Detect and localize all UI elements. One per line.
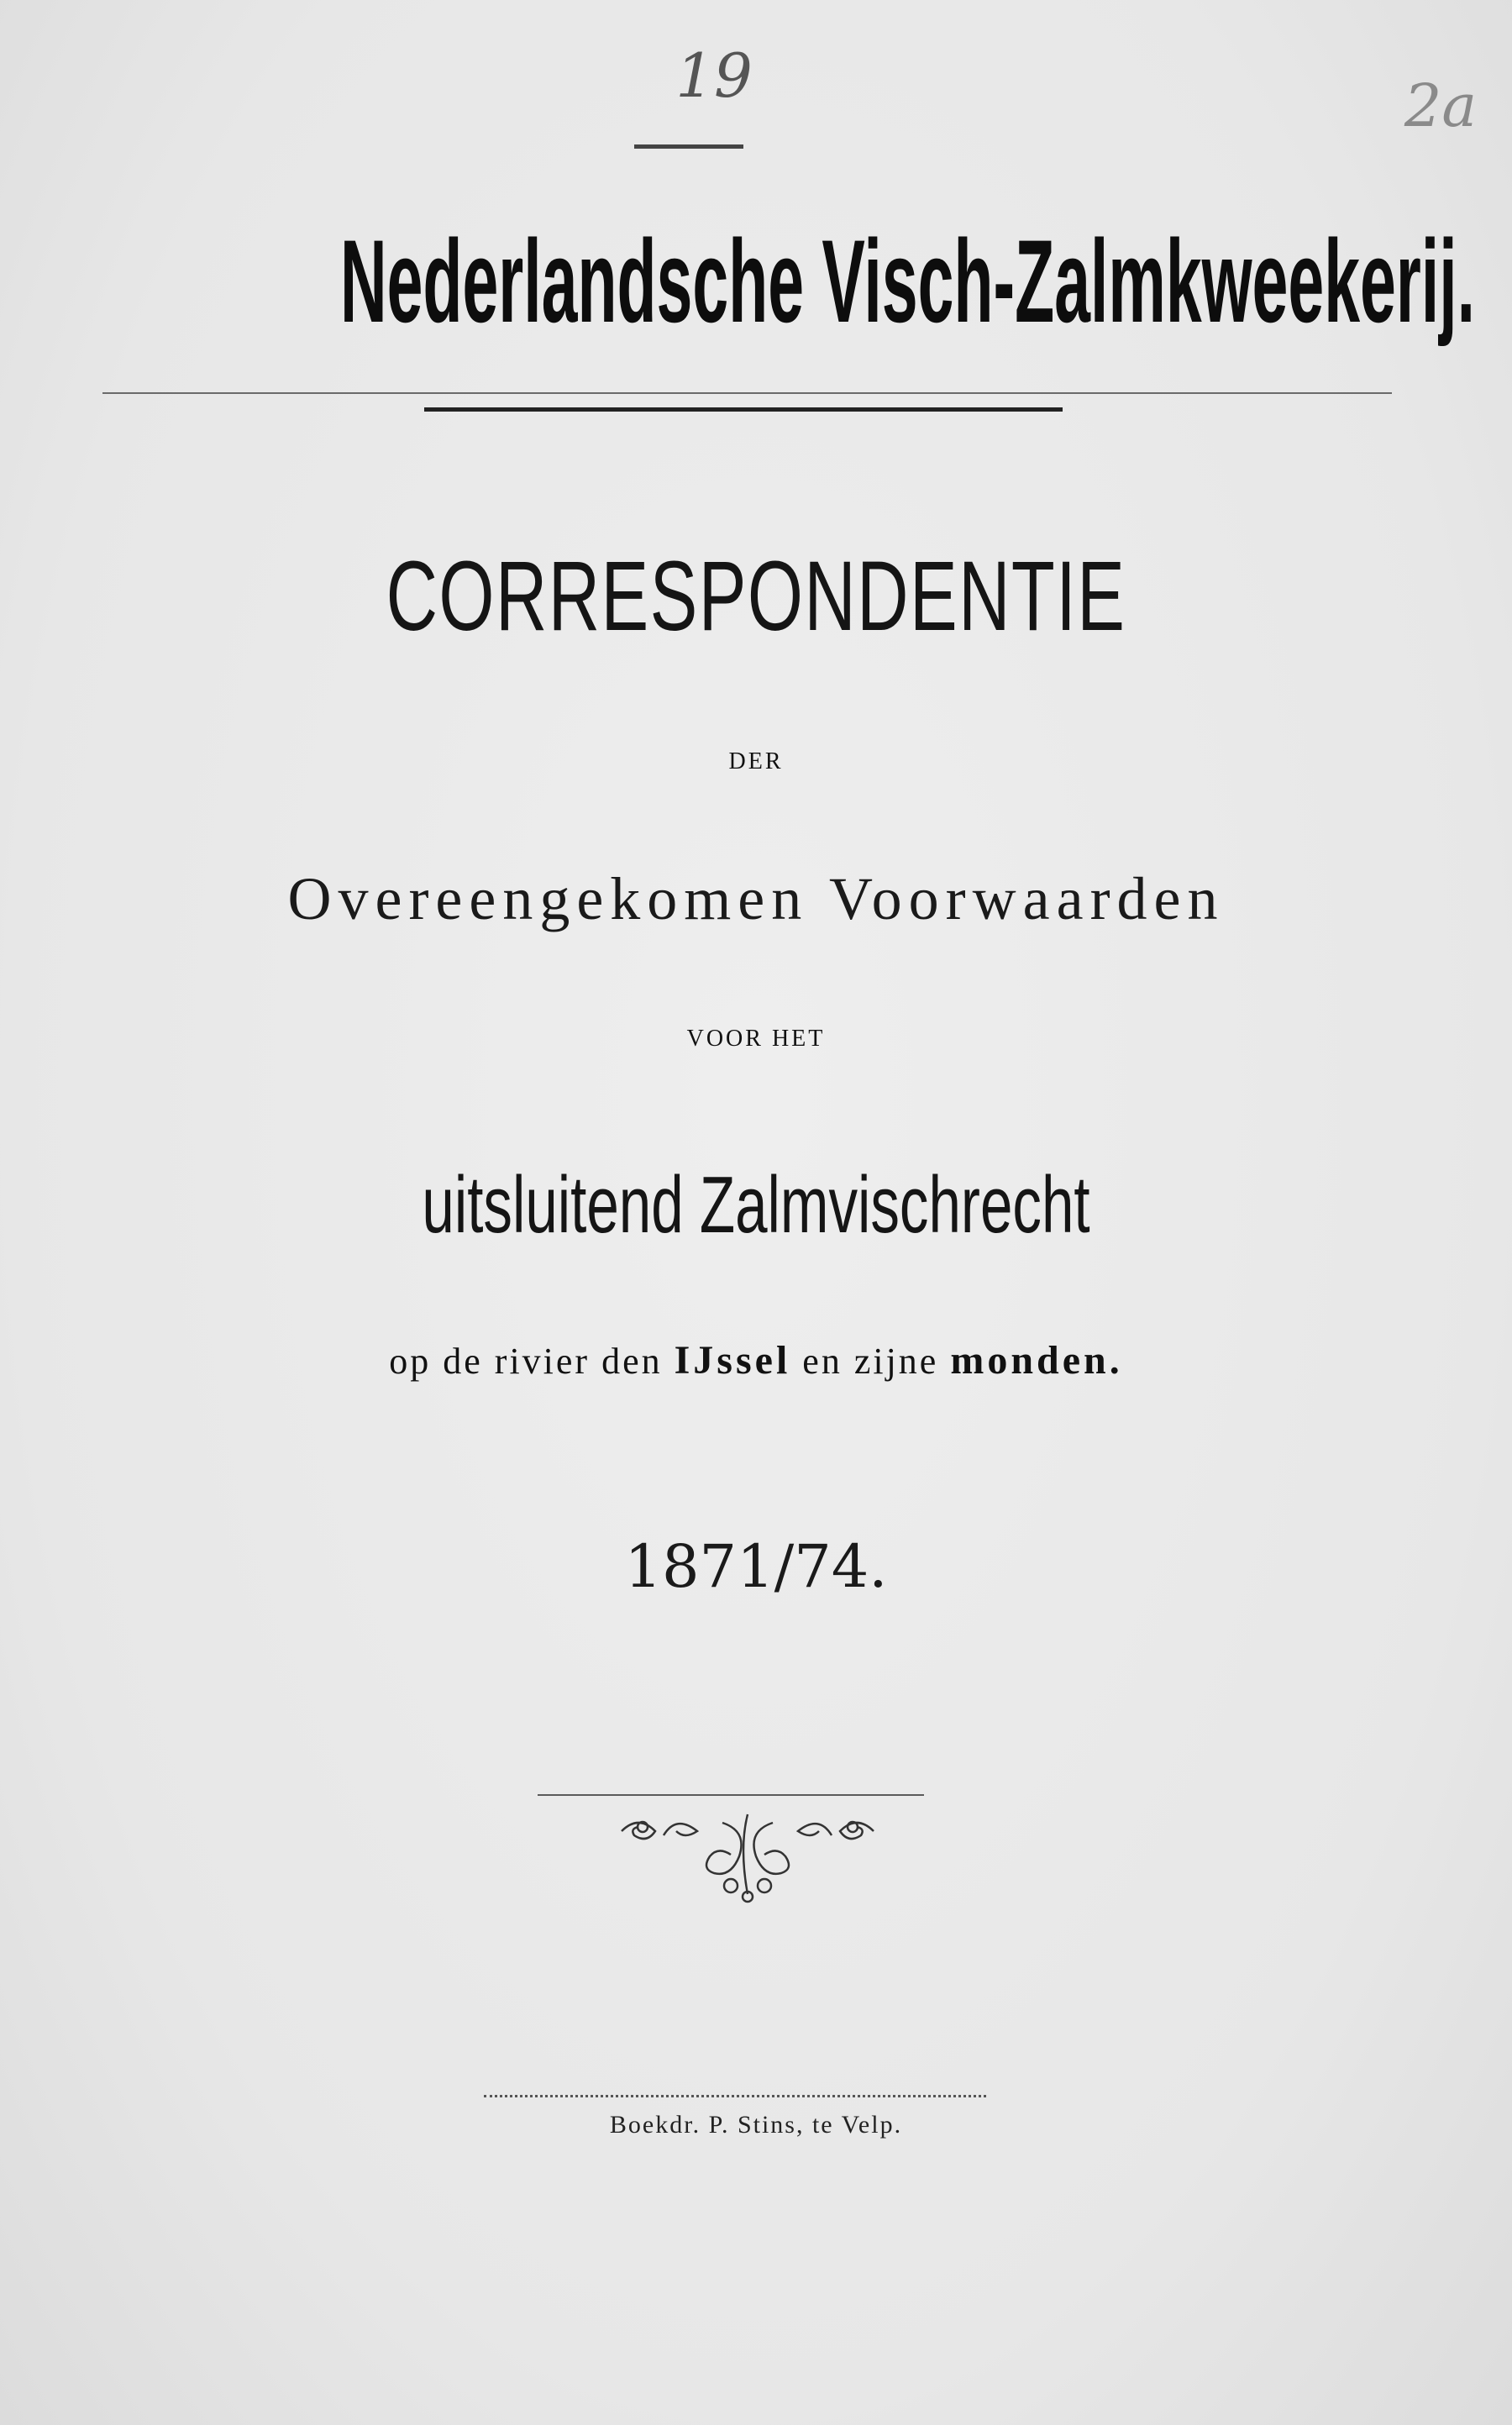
river-monden: monden. — [950, 1338, 1123, 1383]
document-subtitle: CORRESPONDENTIE — [386, 541, 1126, 652]
title-rule-thin — [102, 392, 1392, 394]
handwritten-page-number: 19 — [675, 40, 753, 111]
handwritten-corner-mark: 2a — [1404, 71, 1478, 140]
year-range: 1871/74. — [624, 1532, 888, 1601]
river-line — [0, 1336, 1512, 1387]
exclusive-right-heading: uitsluitend Zalmvischrecht — [422, 1160, 1090, 1250]
agreements-heading: Overeengekomen Voorwaarden — [287, 865, 1225, 932]
printer-ornament-icon — [605, 1798, 890, 1907]
ornament-rule — [538, 1794, 924, 1796]
printer-imprint: Boekdr. P. Stins, te Velp. — [609, 2111, 903, 2139]
river-line-part2: en zijne — [802, 1341, 939, 1382]
printer-dotted-rule — [484, 2095, 986, 2097]
der-label: DER — [728, 748, 784, 774]
main-title: Nederlandsche Visch-Zalmkweekerij. — [340, 215, 1475, 347]
voor-het-label: VOOR HET — [686, 1026, 826, 1052]
handwritten-underline — [634, 144, 743, 149]
river-name-ijssel: IJssel — [674, 1338, 791, 1383]
title-rule-thick — [424, 407, 1063, 412]
river-line-part1: op de rivier den — [389, 1341, 663, 1382]
